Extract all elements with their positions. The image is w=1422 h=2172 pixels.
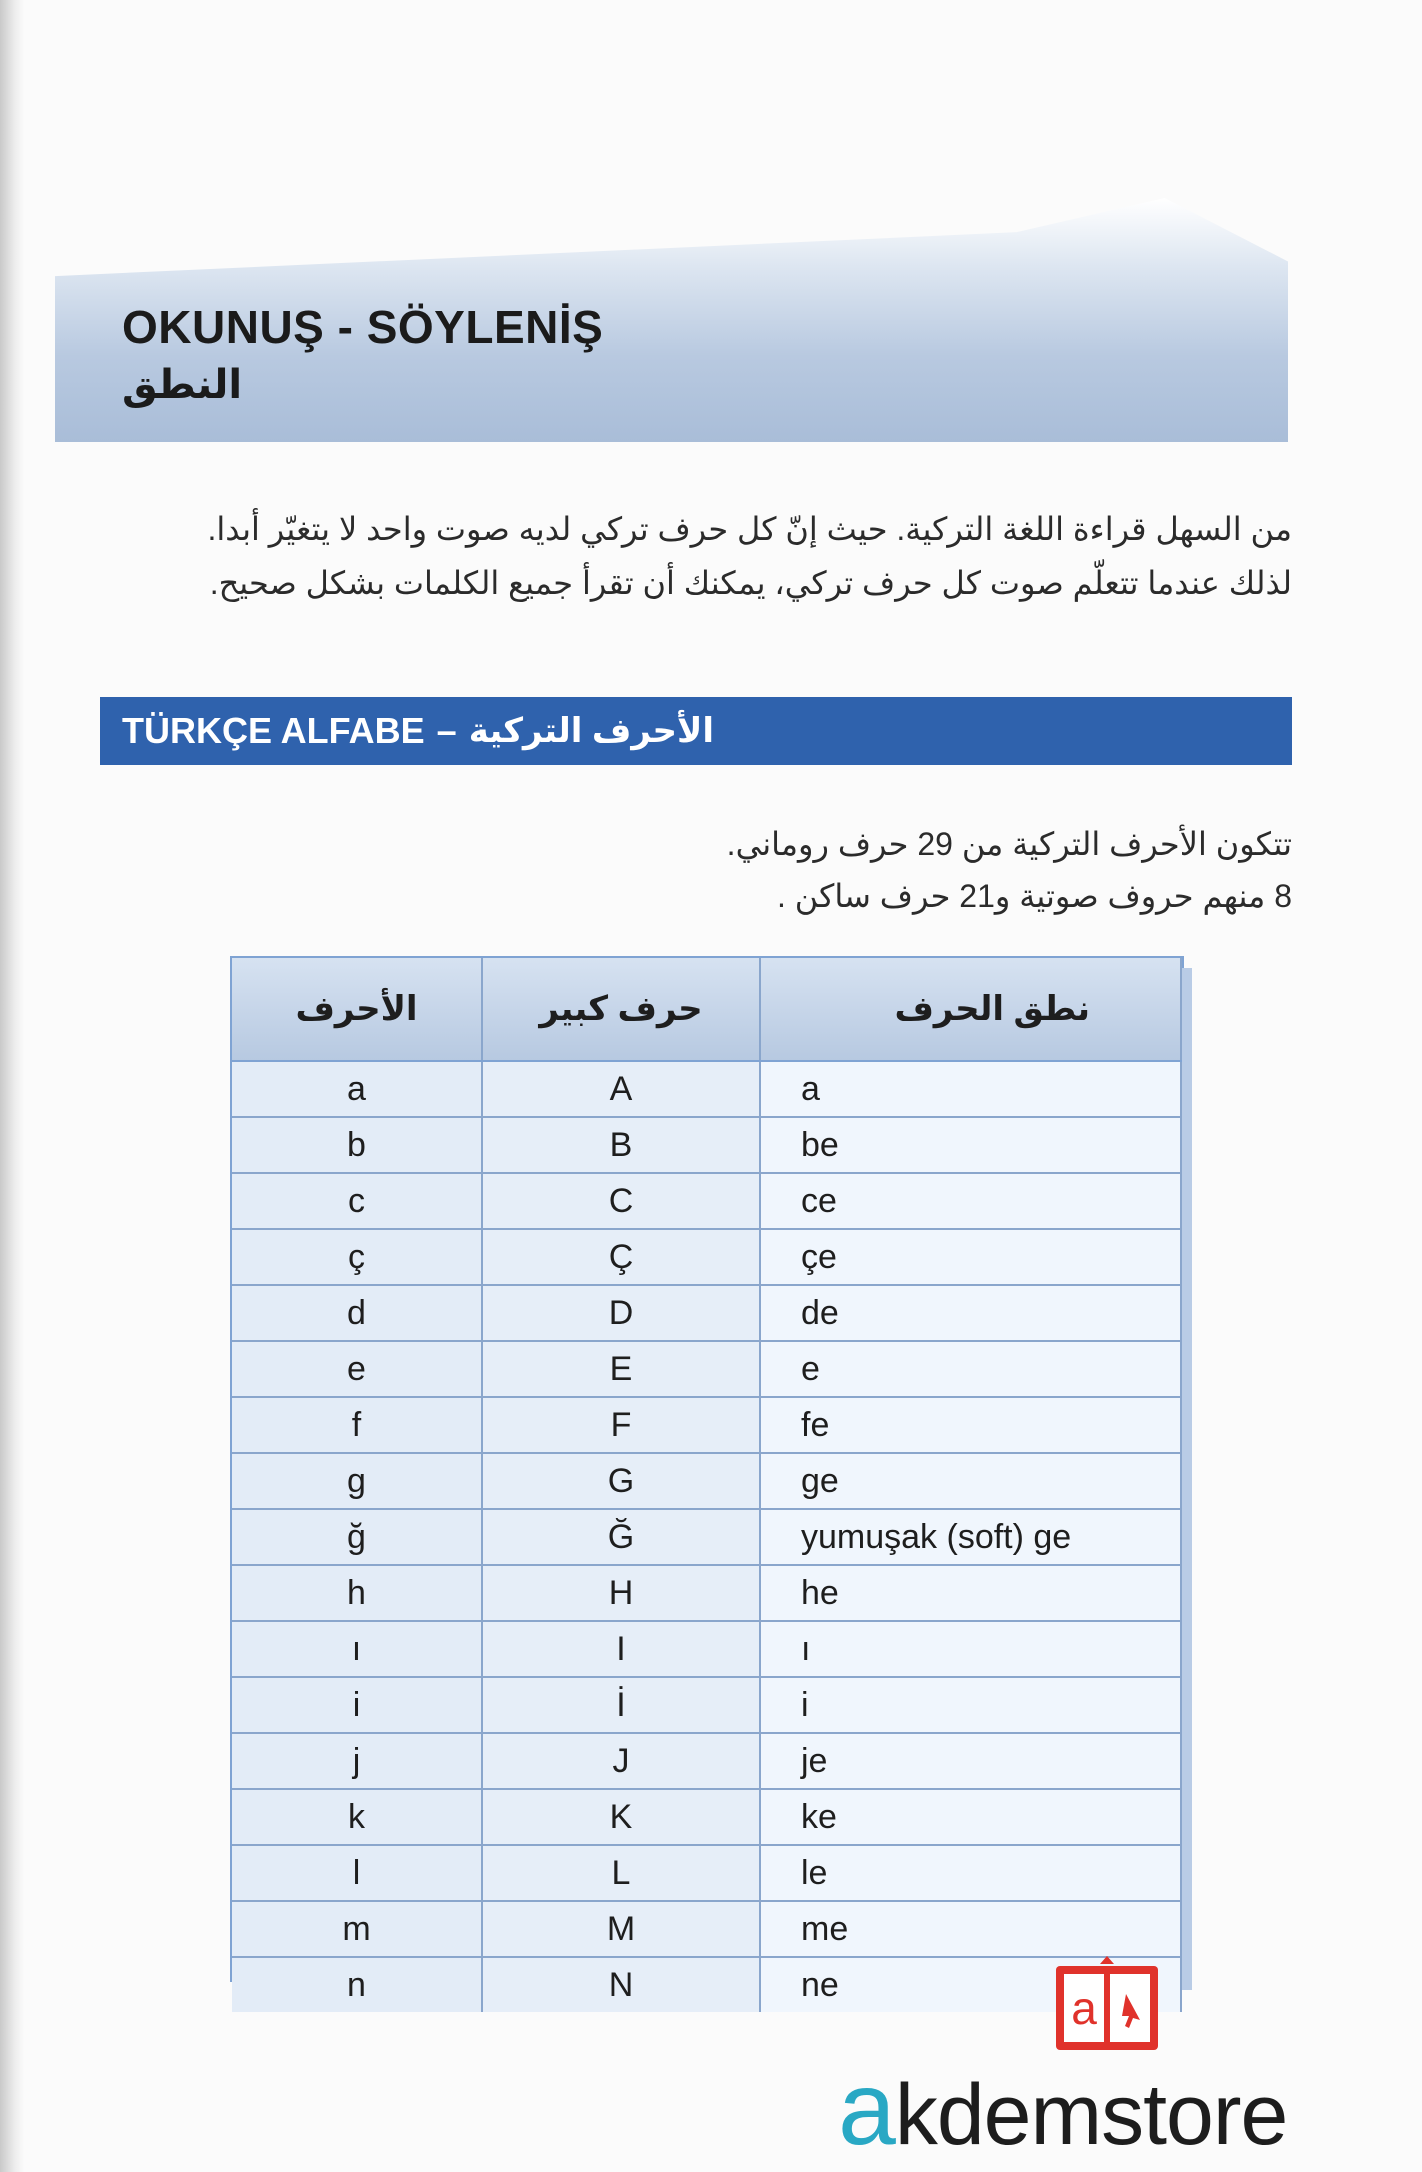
logo-letter-a: a [838, 2051, 895, 2167]
table-row [232, 1285, 1181, 1341]
table-row [232, 1173, 1181, 1229]
header-uppercase: حرف كبير [482, 958, 760, 1061]
header-pronunciation: نطق الحرف [760, 958, 1181, 1061]
table-row [232, 1565, 1181, 1621]
logo-word-rest: kdemstore [894, 2067, 1288, 2163]
cell-lowercase: d [232, 1285, 482, 1341]
table-row [232, 1621, 1181, 1677]
cell-uppercase: F [482, 1397, 760, 1453]
cell-lowercase: c [232, 1173, 482, 1229]
section-header-bar [100, 697, 1292, 765]
cell-pronunciation: me [760, 1901, 1181, 1957]
table-row [232, 1509, 1181, 1565]
store-logo [838, 1950, 1358, 2167]
cell-pronunciation: i [760, 1677, 1181, 1733]
cell-uppercase: M [482, 1901, 760, 1957]
table-row [232, 1229, 1181, 1285]
table-row [232, 1789, 1181, 1845]
cell-pronunciation: ı [760, 1621, 1181, 1677]
cell-pronunciation: çe [760, 1229, 1181, 1285]
book-cart-icon [1048, 1950, 1166, 2060]
alphabet-count-text [592, 818, 1292, 922]
cell-pronunciation: ke [760, 1789, 1181, 1845]
cell-lowercase: n [232, 1957, 482, 2012]
cell-uppercase: İ [482, 1677, 760, 1733]
cell-pronunciation: ne [760, 1957, 1181, 2012]
cell-pronunciation: yumuşak (soft) ge [760, 1509, 1181, 1565]
cell-lowercase: i [232, 1677, 482, 1733]
cell-pronunciation: be [760, 1117, 1181, 1173]
cell-pronunciation: he [760, 1565, 1181, 1621]
header-lowercase: الأحرف [232, 958, 482, 1061]
cell-pronunciation: ce [760, 1173, 1181, 1229]
cell-pronunciation: le [760, 1845, 1181, 1901]
cell-lowercase: e [232, 1341, 482, 1397]
section-title: TÜRKÇE ALFABE [122, 710, 425, 751]
cell-lowercase: a [232, 1061, 482, 1117]
cell-uppercase: E [482, 1341, 760, 1397]
table-row [232, 1901, 1181, 1957]
cell-uppercase: N [482, 1957, 760, 2012]
cell-lowercase: ç [232, 1229, 482, 1285]
alphabet-table-container [232, 958, 1182, 2004]
section-title-arabic: الأحرف التركية [468, 712, 714, 750]
cell-uppercase: B [482, 1117, 760, 1173]
cell-uppercase: C [482, 1173, 760, 1229]
alphabet-table [232, 958, 1182, 2012]
intro-line-2: لذلك عندما تتعلّم صوت كل حرف تركي، يمكنك أن تقرأ جميع الكلمات بشكل صحيح. [209, 565, 1292, 601]
intro-line-1: من السهل قراءة اللغة التركية. حيث إنّ كل حرف تركي لديه صوت واحد لا يتغيّر أبدا. [207, 511, 1292, 547]
table-body [232, 1061, 1181, 2012]
page-subtitle-arabic: النطق [122, 363, 243, 407]
cell-lowercase: l [232, 1845, 482, 1901]
page-fold-shadow [0, 0, 24, 2172]
cell-uppercase: G [482, 1453, 760, 1509]
cell-lowercase: h [232, 1565, 482, 1621]
table-row [232, 1677, 1181, 1733]
table-row [232, 1341, 1181, 1397]
cell-uppercase: Ç [482, 1229, 760, 1285]
section-dash: – [436, 710, 457, 751]
cell-uppercase: H [482, 1565, 760, 1621]
cell-pronunciation: je [760, 1733, 1181, 1789]
cell-uppercase: Ğ [482, 1509, 760, 1565]
cell-uppercase: I [482, 1621, 760, 1677]
cell-lowercase: b [232, 1117, 482, 1173]
cell-lowercase: f [232, 1397, 482, 1453]
table-header-row [232, 958, 1181, 1061]
cell-lowercase: k [232, 1789, 482, 1845]
cell-pronunciation: ge [760, 1453, 1181, 1509]
cell-lowercase: g [232, 1453, 482, 1509]
cell-uppercase: L [482, 1845, 760, 1901]
logo-wordmark [838, 2050, 1287, 2169]
page-title: OKUNUŞ - SÖYLENİŞ [122, 301, 604, 353]
svg-text:a: a [1071, 1982, 1097, 2034]
cell-pronunciation: a [760, 1061, 1181, 1117]
table-row [232, 1061, 1181, 1117]
cell-pronunciation: de [760, 1285, 1181, 1341]
cell-lowercase: m [232, 1901, 482, 1957]
cell-lowercase: j [232, 1733, 482, 1789]
cell-pronunciation: fe [760, 1397, 1181, 1453]
cell-lowercase: ğ [232, 1509, 482, 1565]
table-row [232, 1117, 1181, 1173]
intro-paragraph [132, 502, 1292, 610]
count-line-2: 8 منهم حروف صوتية و21 حرف ساكن . [776, 878, 1292, 914]
cell-lowercase: ı [232, 1621, 482, 1677]
table-row [232, 1845, 1181, 1901]
cell-uppercase: A [482, 1061, 760, 1117]
table-row [232, 1453, 1181, 1509]
table-row [232, 1733, 1181, 1789]
cell-pronunciation: e [760, 1341, 1181, 1397]
cell-uppercase: K [482, 1789, 760, 1845]
count-line-1: تتكون الأحرف التركية من 29 حرف روماني. [726, 826, 1292, 862]
table-row [232, 1397, 1181, 1453]
cell-uppercase: D [482, 1285, 760, 1341]
cell-uppercase: J [482, 1733, 760, 1789]
